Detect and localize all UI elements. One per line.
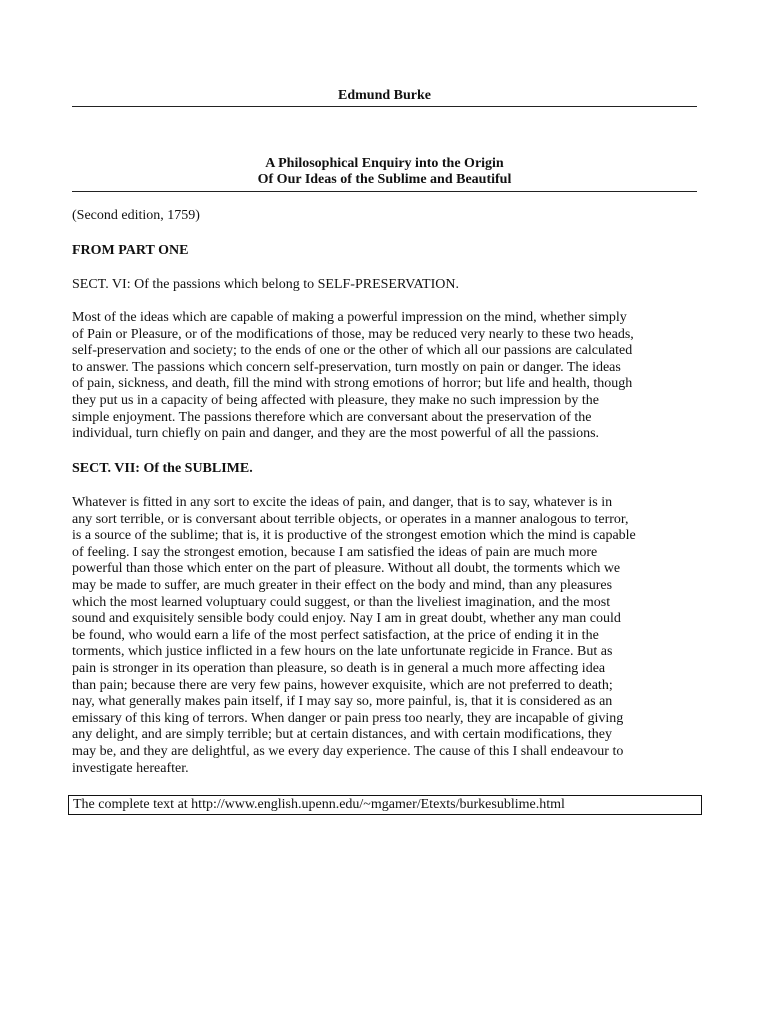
paragraph-line: individual, turn chiefly on pain and danger, and they are the most powerful of all the passions. (72, 426, 600, 442)
title-line-2: Of Our Ideas of the Sublime and Beautiful (257, 172, 512, 187)
edition-text: (Second edition, 1759) (72, 208, 200, 223)
paragraph-line: they put us in a capacity of being affected with pleasure, they make no such impression by the (72, 392, 599, 408)
paragraph-line: than pain; because there are very few pains, however exquisite, which are not preferred to death; (72, 677, 613, 693)
author-name: Edmund Burke (338, 88, 431, 103)
paragraph-line: of Pain or Pleasure, or of the modifications of those, may be reduced very nearly to these two heads, (72, 326, 634, 342)
paragraph-line: sound and exquisitely sensible body could enjoy. Nay I am in great doubt, whether any man could (72, 611, 621, 627)
paragraph-line: emissary of this king of terrors. When danger or pain press too nearly, they are incapable of giving (72, 710, 624, 726)
paragraph-line: to answer. The passions which concern self-preservation, turn mostly on pain or danger. The ideas (72, 359, 621, 375)
paragraph-line: torments, which justice inflicted in a few hours on the late unfortunate regicide in France. But as (72, 644, 613, 660)
section-six-paragraph (72, 310, 697, 443)
part-heading: FROM PART ONE (72, 243, 189, 258)
paragraph-line: investigate hereafter. (72, 760, 189, 776)
paragraph-line: may be, and they are delightful, as we every day experience. The cause of this I shall endeavour to (72, 743, 624, 759)
title-line-1: A Philosophical Enquiry into the Origin (265, 156, 504, 171)
document-title (72, 156, 697, 188)
paragraph-line: Whatever is fitted in any sort to excite the ideas of pain, and danger, that is to say, whatever is in (72, 495, 613, 510)
section-seven-paragraph (72, 495, 697, 777)
title-divider (72, 191, 697, 192)
paragraph-line: of pain, sickness, and death, fill the mind with strong emotions of horror; but life and health, though (72, 376, 633, 392)
paragraph-line: which the most learned voluptuary could suggest, or than the liveliest imagination, and the most (72, 594, 611, 610)
section-six-heading-text: SECT. VI: Of the passions which belong to SELF-PRESERVATION. (72, 277, 459, 292)
section-six-heading (72, 277, 697, 294)
paragraph-line: simple enjoyment. The passions therefore which are conversant about the preservation of the (72, 409, 592, 425)
edition-note (72, 208, 697, 225)
section-seven-heading: SECT. VII: Of the SUBLIME. (72, 461, 253, 476)
paragraph-line: powerful than those which enter on the part of pleasure. Without all doubt, the torments which we (72, 561, 621, 577)
author-divider (72, 106, 697, 107)
paragraph-line: is a source of the sublime; that is, it is productive of the strongest emotion which the mind is capable (72, 528, 636, 544)
paragraph-line: may be made to suffer, are much greater in their effect on the body and mind, than any pleasures (72, 577, 613, 593)
paragraph-line: self-preservation and society; to the ends of one or the other of which all our passions are calculated (72, 343, 633, 359)
paragraph-line: nay, what generally makes pain itself, if I may say so, more painful, is, that it is considered as an (72, 694, 613, 710)
paragraph-line: be found, who would earn a life of the most perfect satisfaction, at the price of ending it in the (72, 627, 599, 643)
paragraph-line: Most of the ideas which are capable of making a powerful impression on the mind, whether simply (72, 310, 627, 325)
paragraph-line: any sort terrible, or is conversant about terrible objects, or operates in a manner analogous to terror, (72, 511, 629, 527)
source-note-box: The complete text at http://www.english.upenn.edu/~mgamer/Etexts/burkesublime.html (68, 795, 702, 815)
paragraph-line: of feeling. I say the strongest emotion, because I am satisfied the ideas of pain are much more (72, 544, 598, 560)
paragraph-line: any delight, and are simply terrible; but at certain distances, and with certain modifications, they (72, 727, 612, 743)
paragraph-line: pain is stronger in its operation than pleasure, so death is in general a much more affecting idea (72, 660, 606, 676)
